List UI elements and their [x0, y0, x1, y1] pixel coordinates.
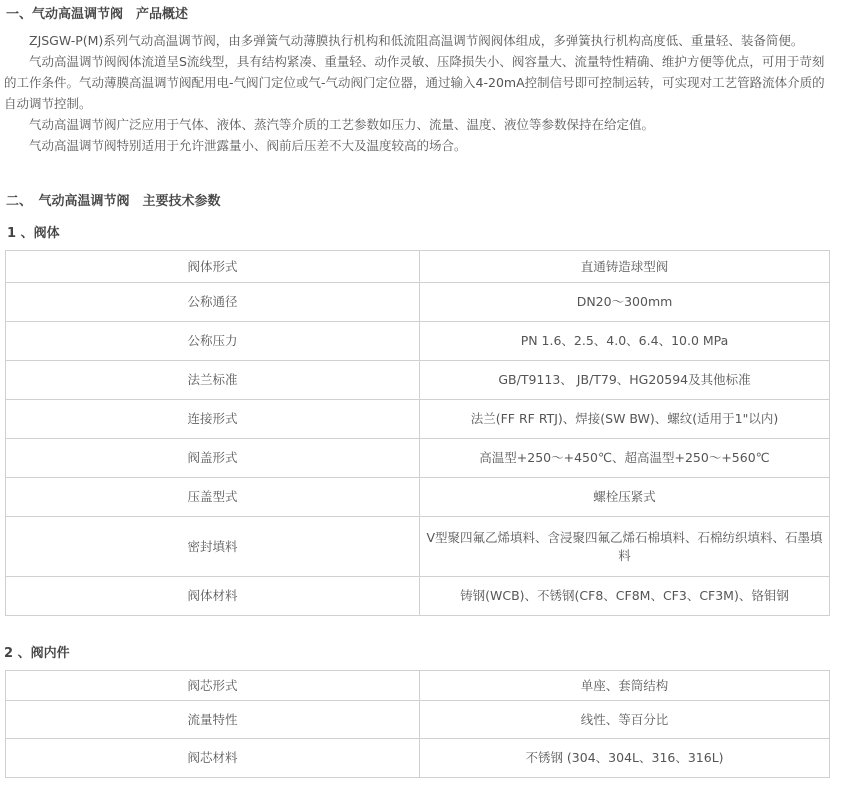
- overview-paragraphs: [4, 30, 836, 156]
- param-value: 螺栓压紧式: [420, 478, 830, 517]
- param-name: 法兰标准: [6, 361, 420, 400]
- overview-paragraph-3: 气动高温调节阀广泛应用于气体、液体、蒸汽等介质的工艺参数如压力、流量、温度、液位等参数保持在给定值。: [29, 117, 655, 132]
- table-row: [6, 478, 830, 517]
- overview-paragraph-4: 气动高温调节阀特别适用于允许泄露量小、阀前后压差不大及温度较高的场合。: [29, 138, 467, 153]
- param-value: 单座、套筒结构: [420, 671, 830, 701]
- table-row: [6, 517, 830, 577]
- param-name: 公称通径: [6, 283, 420, 322]
- table-row: [6, 361, 830, 400]
- table-row: [6, 251, 830, 283]
- section1-heading: 一、气动高温调节阀 产品概述: [6, 7, 189, 22]
- table-row: [6, 400, 830, 439]
- param-name: 阀芯材料: [6, 739, 420, 778]
- valve-body-table: [5, 250, 830, 616]
- overview-paragraph-2: 气动高温调节阀阀体流道呈S流线型，具有结构紧凑、重量轻、动作灵敏、压降损失小、阀容量大、流量特性精确、维护方便等优点，可用于苛刻的工作条件。气动薄膜高温调节阀配用电-气阀门定位或气-气动阀门定位器，通过输入4-20mA控制信号即可控制运转，可实现对工艺管路流体介质的自动调节控制。: [4, 54, 825, 111]
- param-value: 直通铸造球型阀: [420, 251, 830, 283]
- param-name: 阀芯形式: [6, 671, 420, 701]
- param-value: 法兰(FF RF RTJ)、焊接(SW BW)、螺纹(适用于1"以内): [420, 400, 830, 439]
- overview-paragraph-1: ZJSGW-P(M)系列气动高温调节阀，由多弹簧气动薄膜执行机构和低流阻高温调节阀阀体组成，多弹簧执行机构高度低、重量轻、装备简便。: [29, 33, 804, 48]
- param-name: 公称压力: [6, 322, 420, 361]
- param-value: DN20～300mm: [420, 283, 830, 322]
- param-name: 阀体材料: [6, 577, 420, 616]
- param-name: 流量特性: [6, 701, 420, 739]
- subsection-valve-body-heading: 1 、阀体: [7, 226, 60, 241]
- section2-heading: 二、 气动高温调节阀 主要技术参数: [6, 194, 221, 209]
- table-row: [6, 283, 830, 322]
- table-row: [6, 739, 830, 778]
- param-name: 压盖型式: [6, 478, 420, 517]
- param-value: 铸钢(WCB)、不锈钢(CF8、CF8M、CF3、CF3M)、铬钼钢: [420, 577, 830, 616]
- param-value: 不锈钢 (304、304L、316、316L): [420, 739, 830, 778]
- table-row: [6, 322, 830, 361]
- param-name: 连接形式: [6, 400, 420, 439]
- param-name: 阀盖形式: [6, 439, 420, 478]
- table-row: [6, 701, 830, 739]
- param-value: GB/T9113、 JB/T79、HG20594及其他标准: [420, 361, 830, 400]
- table-row: [6, 439, 830, 478]
- trim-table: [5, 670, 830, 778]
- param-value: V型聚四氟乙烯填料、含浸聚四氟乙烯石棉填料、石棉纺织填料、石墨填料: [420, 517, 830, 577]
- param-name: 阀体形式: [6, 251, 420, 283]
- param-value: 高温型+250～+450℃、超高温型+250～+560℃: [420, 439, 830, 478]
- param-value: 线性、等百分比: [420, 701, 830, 739]
- param-value: PN 1.6、2.5、4.0、6.4、10.0 MPa: [420, 322, 830, 361]
- table-row: [6, 577, 830, 616]
- table-row: [6, 671, 830, 701]
- subsection-trim-heading: 2 、阀内件: [4, 646, 70, 661]
- param-name: 密封填料: [6, 517, 420, 577]
